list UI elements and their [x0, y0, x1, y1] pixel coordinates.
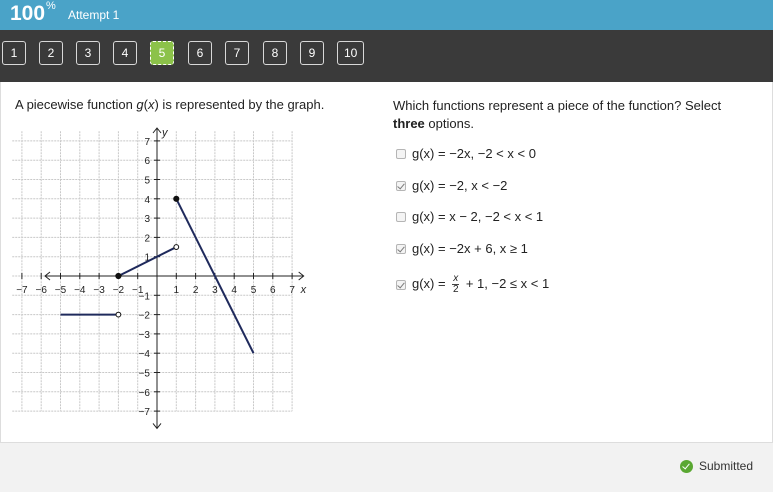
x-tick-label: 2 — [192, 285, 199, 296]
option-4-label: g(x) = −2x + 6, x ≥ 1 — [412, 241, 528, 256]
y-axis-label: y — [162, 127, 168, 139]
closed-endpoint — [174, 196, 179, 201]
open-endpoint — [116, 312, 121, 317]
submitted-label: Submitted — [699, 459, 754, 473]
option-1-checkbox[interactable] — [396, 149, 406, 159]
y-tick-label: −4 — [138, 349, 150, 361]
x-tick-label: −1 — [131, 285, 144, 296]
question-button-5[interactable]: 5 — [150, 41, 174, 65]
x-axis-label: x — [300, 284, 307, 296]
question-button-2[interactable]: 2 — [39, 41, 63, 65]
y-tick-label: −5 — [138, 368, 150, 380]
option-5[interactable] — [396, 274, 549, 295]
question-button-4[interactable]: 4 — [113, 41, 137, 65]
option-5-label — [412, 274, 549, 295]
attempt-label: Attempt 1 — [68, 8, 120, 22]
question-button-6[interactable]: 6 — [188, 41, 212, 65]
y-tick-label: −1 — [138, 291, 150, 303]
x-tick-label: 3 — [212, 285, 218, 296]
y-tick-label: 2 — [144, 233, 150, 245]
option-5-checkbox[interactable] — [396, 280, 406, 290]
score-value: 100% — [10, 0, 56, 25]
option-5-lhs: g(x) = — [412, 275, 446, 291]
question-button-1[interactable]: 1 — [2, 41, 26, 65]
footer-bar — [0, 442, 773, 492]
x-tick-label: −2 — [112, 285, 125, 296]
open-endpoint — [174, 245, 179, 250]
option-2[interactable] — [396, 178, 507, 193]
x-tick-label: 5 — [250, 285, 257, 296]
option-5-fraction — [452, 274, 459, 295]
option-2-checkbox[interactable] — [396, 181, 406, 191]
question-button-7[interactable]: 7 — [225, 41, 249, 65]
x-tick-label: 4 — [231, 285, 237, 296]
question-button-8[interactable]: 8 — [263, 41, 287, 65]
submitted-status — [680, 459, 753, 473]
y-tick-label: 5 — [144, 175, 150, 187]
question-navigation — [0, 30, 773, 82]
y-tick-label: −2 — [138, 310, 150, 322]
y-tick-label: 6 — [144, 156, 150, 168]
option-1[interactable] — [396, 146, 536, 161]
x-tick-label: −4 — [74, 285, 86, 296]
option-4[interactable] — [396, 241, 528, 256]
option-2-label: g(x) = −2, x < −2 — [412, 178, 508, 193]
fraction-denominator: 2 — [452, 284, 459, 295]
x-tick-label: −3 — [93, 285, 105, 296]
closed-endpoint — [116, 273, 121, 278]
option-3[interactable] — [396, 209, 543, 224]
y-tick-label: 3 — [144, 214, 150, 226]
question-button-10[interactable]: 10 — [337, 41, 364, 65]
x-tick-label: 1 — [173, 285, 180, 296]
y-tick-label: 7 — [144, 136, 150, 148]
x-tick-label: 7 — [289, 285, 295, 296]
question-content — [0, 82, 773, 442]
y-tick-label: −7 — [138, 407, 150, 419]
x-tick-label: 6 — [270, 285, 276, 296]
y-tick-label: −3 — [138, 329, 150, 341]
options-prompt: Which functions represent a piece of the function? Select three options. — [393, 98, 722, 131]
option-3-label: g(x) = x − 2, −2 < x < 1 — [412, 209, 544, 224]
segment-2 — [118, 247, 176, 276]
option-5-rhs: + 1, −2 ≤ x < 1 — [465, 275, 550, 291]
option-1-label: g(x) = −2x, −2 < x < 0 — [412, 146, 536, 161]
y-tick-label: 4 — [144, 194, 150, 206]
check-circle-icon — [680, 460, 693, 473]
option-4-checkbox[interactable] — [396, 244, 406, 254]
question-button-9[interactable]: 9 — [300, 41, 324, 65]
x-tick-label: −7 — [16, 285, 28, 296]
x-tick-label: −6 — [35, 285, 47, 296]
x-tick-label: −5 — [54, 285, 67, 296]
y-tick-label: −6 — [138, 387, 150, 399]
graph-prompt: A piecewise function g(x) is represented by the graph. — [15, 97, 325, 112]
fraction-numerator: x — [453, 273, 459, 284]
score-header — [0, 0, 773, 30]
question-button-3[interactable]: 3 — [76, 41, 100, 65]
piecewise-graph — [16, 122, 353, 430]
y-tick-label: 1 — [144, 252, 150, 264]
option-3-checkbox[interactable] — [396, 212, 406, 222]
